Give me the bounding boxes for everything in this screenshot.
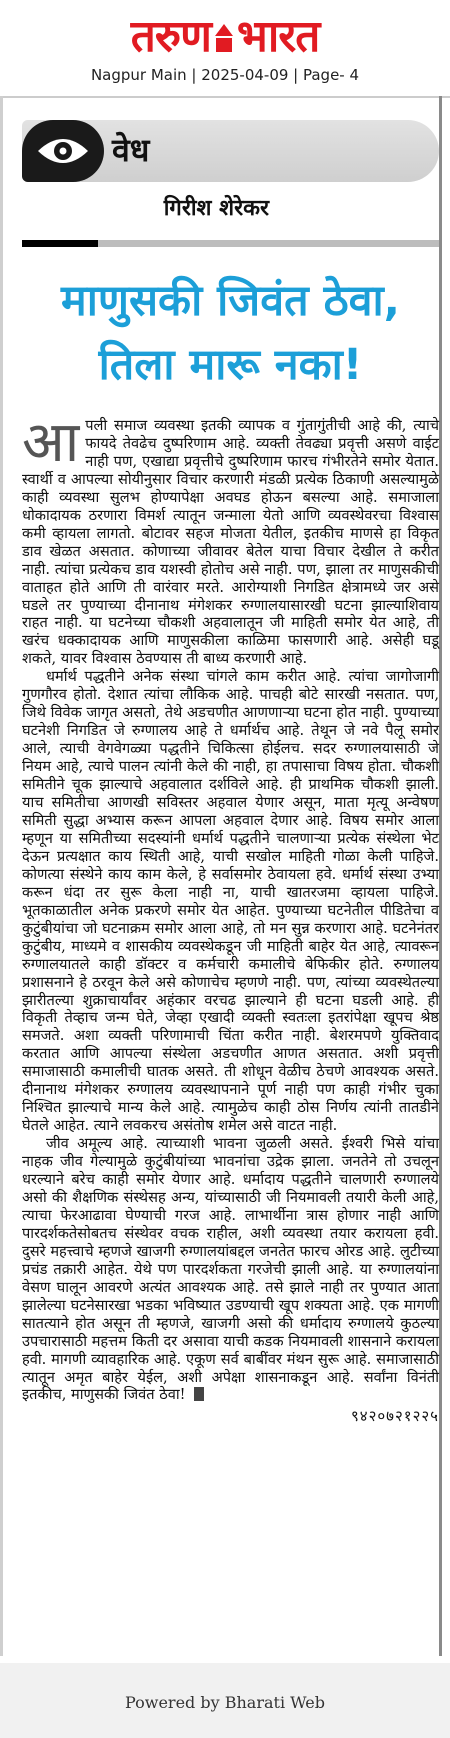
edition-info: Nagpur Main | 2025-04-09 | Page- 4 bbox=[90, 66, 360, 84]
author-name: गिरीश शेरेकर bbox=[163, 196, 269, 221]
divider-accent bbox=[22, 240, 98, 247]
article bbox=[22, 120, 439, 1426]
end-mark-icon bbox=[194, 1387, 204, 1401]
column-emblem-icon bbox=[22, 120, 104, 182]
paragraph-1-text: पली समाज व्यवस्था इतकी व्यापक व गुंतागुंतीची आहे की, त्याचे फायदे तेवढेच दुष्परिणाम आहे. व्यक्ती तेवढ्या प्रवृत्ती असणे वाईट नाही पण, एखाद्या प्रवृत्तीचे दुष्परिणाम फारच गंभीरतेने समोर येतात. स्वार्थी व आपल्या सोयीनुसार विचार करणारी मंडळी प्रत्येक ठिकाणी असल्यामुळे काही व्यवस्था सुलभ होण्यापेक्षा अवघड होऊन बसल्या आहे. समाजाला धोकादायक ठरणारा विमर्श त्यातून जन्माला येतो आणि व्यवस्थेवरचा विश्वास कमी व्हायला लागतो. बोटावर सहज मोजता येतील, इतकीच माणसे हा विकृत डाव खेळत असतात. कोणाच्या जीवावर बेतेल याचा विचार देखील ते करीत नाही. त्यांचा प्रत्येकच डाव यशस्वी होतोच असे नाही. पण, झाला तर माणुसकीची वाताहत होते आणि ती वारंवार मरते. आरोग्याशी निगडित क्षेत्रामध्ये जर असे घडले तर पुण्याच्या दीनानाथ मंगेशकर रुग्णालयासारखी घटना झाल्याशिवाय राहत नाही. या घटनेच्या चौकशी अहवालातून जी माहिती समोर येत आहे, ती खरंच धक्कादायक आणि माणुसकीला काळिमा फासणारी आहे. असेही घडू शकते, यावर विश्वास ठेवण्यास ती बाध्य करणारी आहे. bbox=[22, 417, 439, 668]
newspaper-logo[interactable] bbox=[0, 0, 450, 60]
logo-text-left: तरुण bbox=[130, 11, 211, 62]
article-body bbox=[22, 410, 439, 1426]
footer bbox=[0, 1663, 450, 1738]
headline-line-2: तिला मारू नका! bbox=[98, 340, 363, 390]
divider-rule bbox=[22, 240, 439, 247]
paragraph-3-text: जीव अमूल्य आहे. त्याच्याशी भावना जुळली असते. ईश्वरी भिसे यांचा नाहक जीव गेल्यामुळे कुटुंबीयांच्या भावनांचा उद्रेक झाला. जनतेने तो उचलून धरल्याने बरेच काही समोर येणार आहे. धर्मादाय पद्धतीने चालणारी रुग्णालये असो की शैक्षणिक संस्थेसह अन्य, यांच्यासाठी जी नियमावली तयारी केली आहे, त्याचा फेरआढावा घेण्याची गरज आहे. लाभार्थीना त्रास होणार नाही आणि पारदर्शकतेसोबतच संस्थेवर वचक राहील, अशी व्यवस्था तयार करायला हवी. दुसरे महत्त्वाचे म्हणजे खाजगी रुग्णालयांबद्दल जनतेत फारच ओरड आहे. लुटीच्या प्रचंड तक्रारी आहेत. येथे पण पारदर्शकता गरजेची झाली आहे. या रुग्णालयांना वेसण घालून आवरणे अत्यंत आवश्यक आहे. तसे झाले नाही तर पुण्यात आता झालेल्या घटनेसारखा भडका भविष्यात उडण्याची खूप शक्यता आहे. एक मागणी सातत्याने होत असून ती म्हणजे, खाजगी असो की धर्मादाय रुग्णालये कुठल्या उपचारासाठी महत्तम किती दर असावा याची कडक नियमावली शासनाने करायला हवी. मागणी व्यावहारिक आहे. एकूण सर्व बाबींवर मंथन सुरू आहे. समाजासाठी त्यातून अमृत बाहेर येईल, अशी अपेक्षा शासनाकडून आहे. सर्वांना विनंती इतकीच, माणुसकी जिवंत ठेवा! bbox=[22, 1135, 439, 1404]
logo-emblem-icon bbox=[213, 22, 235, 56]
page-edge-right bbox=[439, 96, 442, 1656]
paragraph-2: धर्मार्थ पद्धतीने अनेक संस्था चांगले काम करीत आहे. त्यांचा जागोजागी गुणगौरव होतो. देशात त्यांचा लौकिक आहे. पाचही बोटे सारखी नसतात. पण, जिथे विवेक जागृत असतो, तेथे अडचणीत आणणाऱ्या घटना होत नाही. पुण्याच्या घटनेशी निगडित जे रुग्णालय आहे ते धर्मार्थच आहे. तेथून जे नवे पैलू समोर आले, त्याची वेगवेगळ्या पद्धतीने चिकित्सा होईलच. सदर रुग्णालयासाठी जे नियम आहे, त्याचे पालन त्यांनी केले की नाही, हा तपासाचा विषय होता. चौकशी समितीने चूक झाल्याचे अहवालात दर्शविले आहे. ही प्राथमिक चौकशी झाली. याच समितीचा आणखी सविस्तर अहवाल येणार असून, माता मृत्यू अन्वेषण समिती सुद्धा अभ्यास करून आपला अहवाल देणार आहे. विषय समोर आला म्हणून या समितीच्या सदस्यांनी धर्मार्थ पद्धतीने चालणाऱ्या प्रत्येक संस्थेला भेट देऊन प्रत्यक्षात काय स्थिती आहे, याची सखोल माहिती गोळा केली पाहिजे. कोणत्या संस्थेने काय काम केले, हे सर्वासमोर ठेवायला हवे. धर्मार्थ संस्था उभ्या करून धंदा तर सुरू केला नाही ना, याची खातरजमा व्हायला पाहिजे. भूतकाळातील अनेक प्रकरणे समोर येत आहेत. पुण्याच्या घटनेतील पीडितेचा व कुटुंबीयांचा जो घटनाक्रम समोर आला आहे, तो मन सुन्न करणारा आहे. घटनेनंतर कुटुंबीय, माध्यमे व शासकीय व्यवस्थेकडून जी माहिती बाहेर येत आहे, त्यावरून रुग्णालयातले काही डॉक्टर व कर्मचारी कमालीचे बेफिकीर होते. रुग्णालय प्रशासनाने हे ठरवून केले असे कोणाचेच म्हणणे नाही. पण, त्यांच्या व्यवस्थेतल्या झारीतल्या शुक्राचार्यांवर अहंकार वरचढ झाल्याने ही घटना घडली आहे. ही विकृती तेव्हाच जन्म घेते, जेव्हा एखादी व्यक्ती स्वतःला इतरांपेक्षा खूपच श्रेष्ठ समजते. अशा व्यक्ती परिणामाची चिंता करीत नाही. बेशरमपणे युक्तिवाद करतात आणि आपल्या संस्थेला अडचणीत आणत असतात. अशी प्रवृत्ती समाजासाठी कमालीची घातक असते. ती शोधून वेळीच ठेचणे आवश्यक असते. दीनानाथ मंगेशकर रुग्णालय व्यवस्थापनाने पूर्ण नाही पण काही गंभीर चुका निश्चित झाल्याचे मान्य केले आहे. त्यामुळेच काही ठोस निर्णय त्यांनी तातडीने घेतले आहेत. त्याने लवकरच असंतोष शमेल असे वाटत नाही. bbox=[22, 668, 439, 1135]
paragraph-1 bbox=[22, 410, 439, 668]
masthead bbox=[0, 0, 450, 98]
column-banner bbox=[22, 120, 439, 182]
author-phone: ९४२०७२१२२५ bbox=[350, 1407, 439, 1426]
page-edge-left bbox=[0, 96, 3, 1656]
article-headline bbox=[22, 269, 439, 397]
headline-line-1: माणुसकी जिवंत ठेवा, bbox=[61, 276, 400, 326]
paragraph-3 bbox=[22, 1135, 439, 1404]
logo-text-right: भारत bbox=[236, 11, 320, 62]
column-name: वेध bbox=[112, 131, 150, 169]
powered-by-link[interactable]: Powered by Bharati Web bbox=[125, 1693, 325, 1712]
drop-cap: आ bbox=[22, 410, 80, 475]
eye-target-icon bbox=[36, 129, 90, 173]
